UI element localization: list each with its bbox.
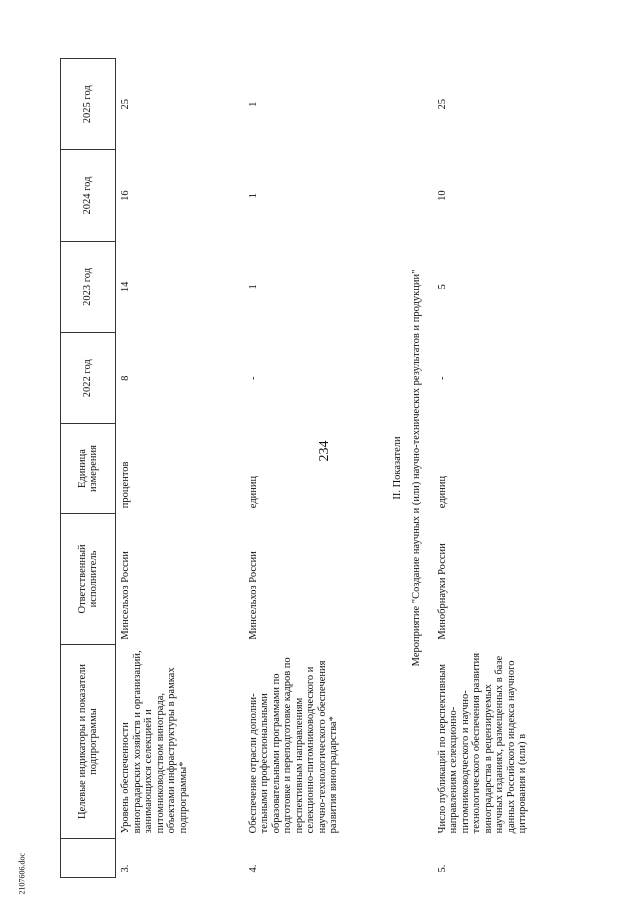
header-2025: 2025 год bbox=[61, 59, 116, 150]
table-row bbox=[244, 59, 384, 878]
value-2022: 8 bbox=[120, 375, 131, 381]
row-number: 3. bbox=[120, 864, 131, 873]
indicator-text: Обеспечение отрасли дополни- тельными профессиональными образовательными программами по подготовке и переподготовке кадров по перспективным направлениям селекционно-питомниководческого и научно-технологического обеспечения развития виноградарства* bbox=[247, 657, 339, 834]
responsible-cell: Минсельхоз России bbox=[247, 551, 259, 640]
row-number: 4. bbox=[247, 864, 259, 873]
section-title-row bbox=[384, 59, 408, 878]
header-indicator: Целевые индикаторы и показатели подпрограммы bbox=[61, 645, 116, 839]
header-2023: 2023 год bbox=[61, 241, 116, 332]
value-2025: 25 bbox=[120, 98, 131, 110]
measure-title: Мероприятие "Создание научных и (или) научно-технических результатов и продукции" bbox=[411, 269, 422, 667]
table-row bbox=[116, 59, 244, 878]
footer-file-code: 2107606.doc bbox=[17, 852, 27, 895]
header-unit: Единица измерения bbox=[61, 424, 116, 513]
header-num bbox=[61, 838, 116, 877]
measure-title-row bbox=[407, 59, 433, 878]
table-header-row bbox=[61, 59, 116, 878]
value-2025: 1 bbox=[247, 101, 259, 107]
unit-cell: единиц bbox=[436, 475, 448, 509]
value-2022: - bbox=[247, 376, 259, 380]
header-responsible: Ответственный исполнитель bbox=[61, 513, 116, 644]
header-2022: 2022 год bbox=[61, 333, 116, 424]
unit-cell: единиц bbox=[247, 475, 259, 509]
unit-cell: процентов bbox=[120, 461, 131, 509]
value-2025: 25 bbox=[436, 98, 448, 110]
header-2024: 2024 год bbox=[61, 150, 116, 241]
value-2024: 1 bbox=[247, 192, 259, 199]
indicator-text: Уровень обеспеченности виноградарских хозяйств и организаций, занимающихся селекцией и питомниководством винограда, объектами инфраструктуры в рамках подпрограммы* bbox=[120, 650, 189, 834]
value-2023: 5 bbox=[436, 284, 448, 290]
value-2024: 16 bbox=[120, 190, 131, 201]
responsible-cell: Минобрнауки России bbox=[436, 543, 448, 640]
row-number: 5. bbox=[436, 864, 448, 873]
section-title: II. Показатели bbox=[391, 436, 403, 500]
value-2023: 14 bbox=[120, 281, 131, 293]
table-row bbox=[433, 59, 533, 878]
responsible-cell: Минсельхоз России bbox=[120, 551, 131, 640]
value-2023: 1 bbox=[247, 284, 259, 290]
value-2024: 10 bbox=[436, 190, 448, 201]
indicator-text: Число публикаций по перспективным направлениям селекционно-питомниководческого и научно-технологического обеспечения развития виноградарства в рецензируемых научных изданиях, размещенных в базе данных Российского индекса научного цитирования и (или) в bbox=[436, 652, 528, 834]
page-number: 234 bbox=[317, 440, 332, 462]
value-2022: - bbox=[436, 376, 448, 380]
indicators-table bbox=[60, 58, 533, 878]
rotated-table-area bbox=[60, 38, 528, 878]
